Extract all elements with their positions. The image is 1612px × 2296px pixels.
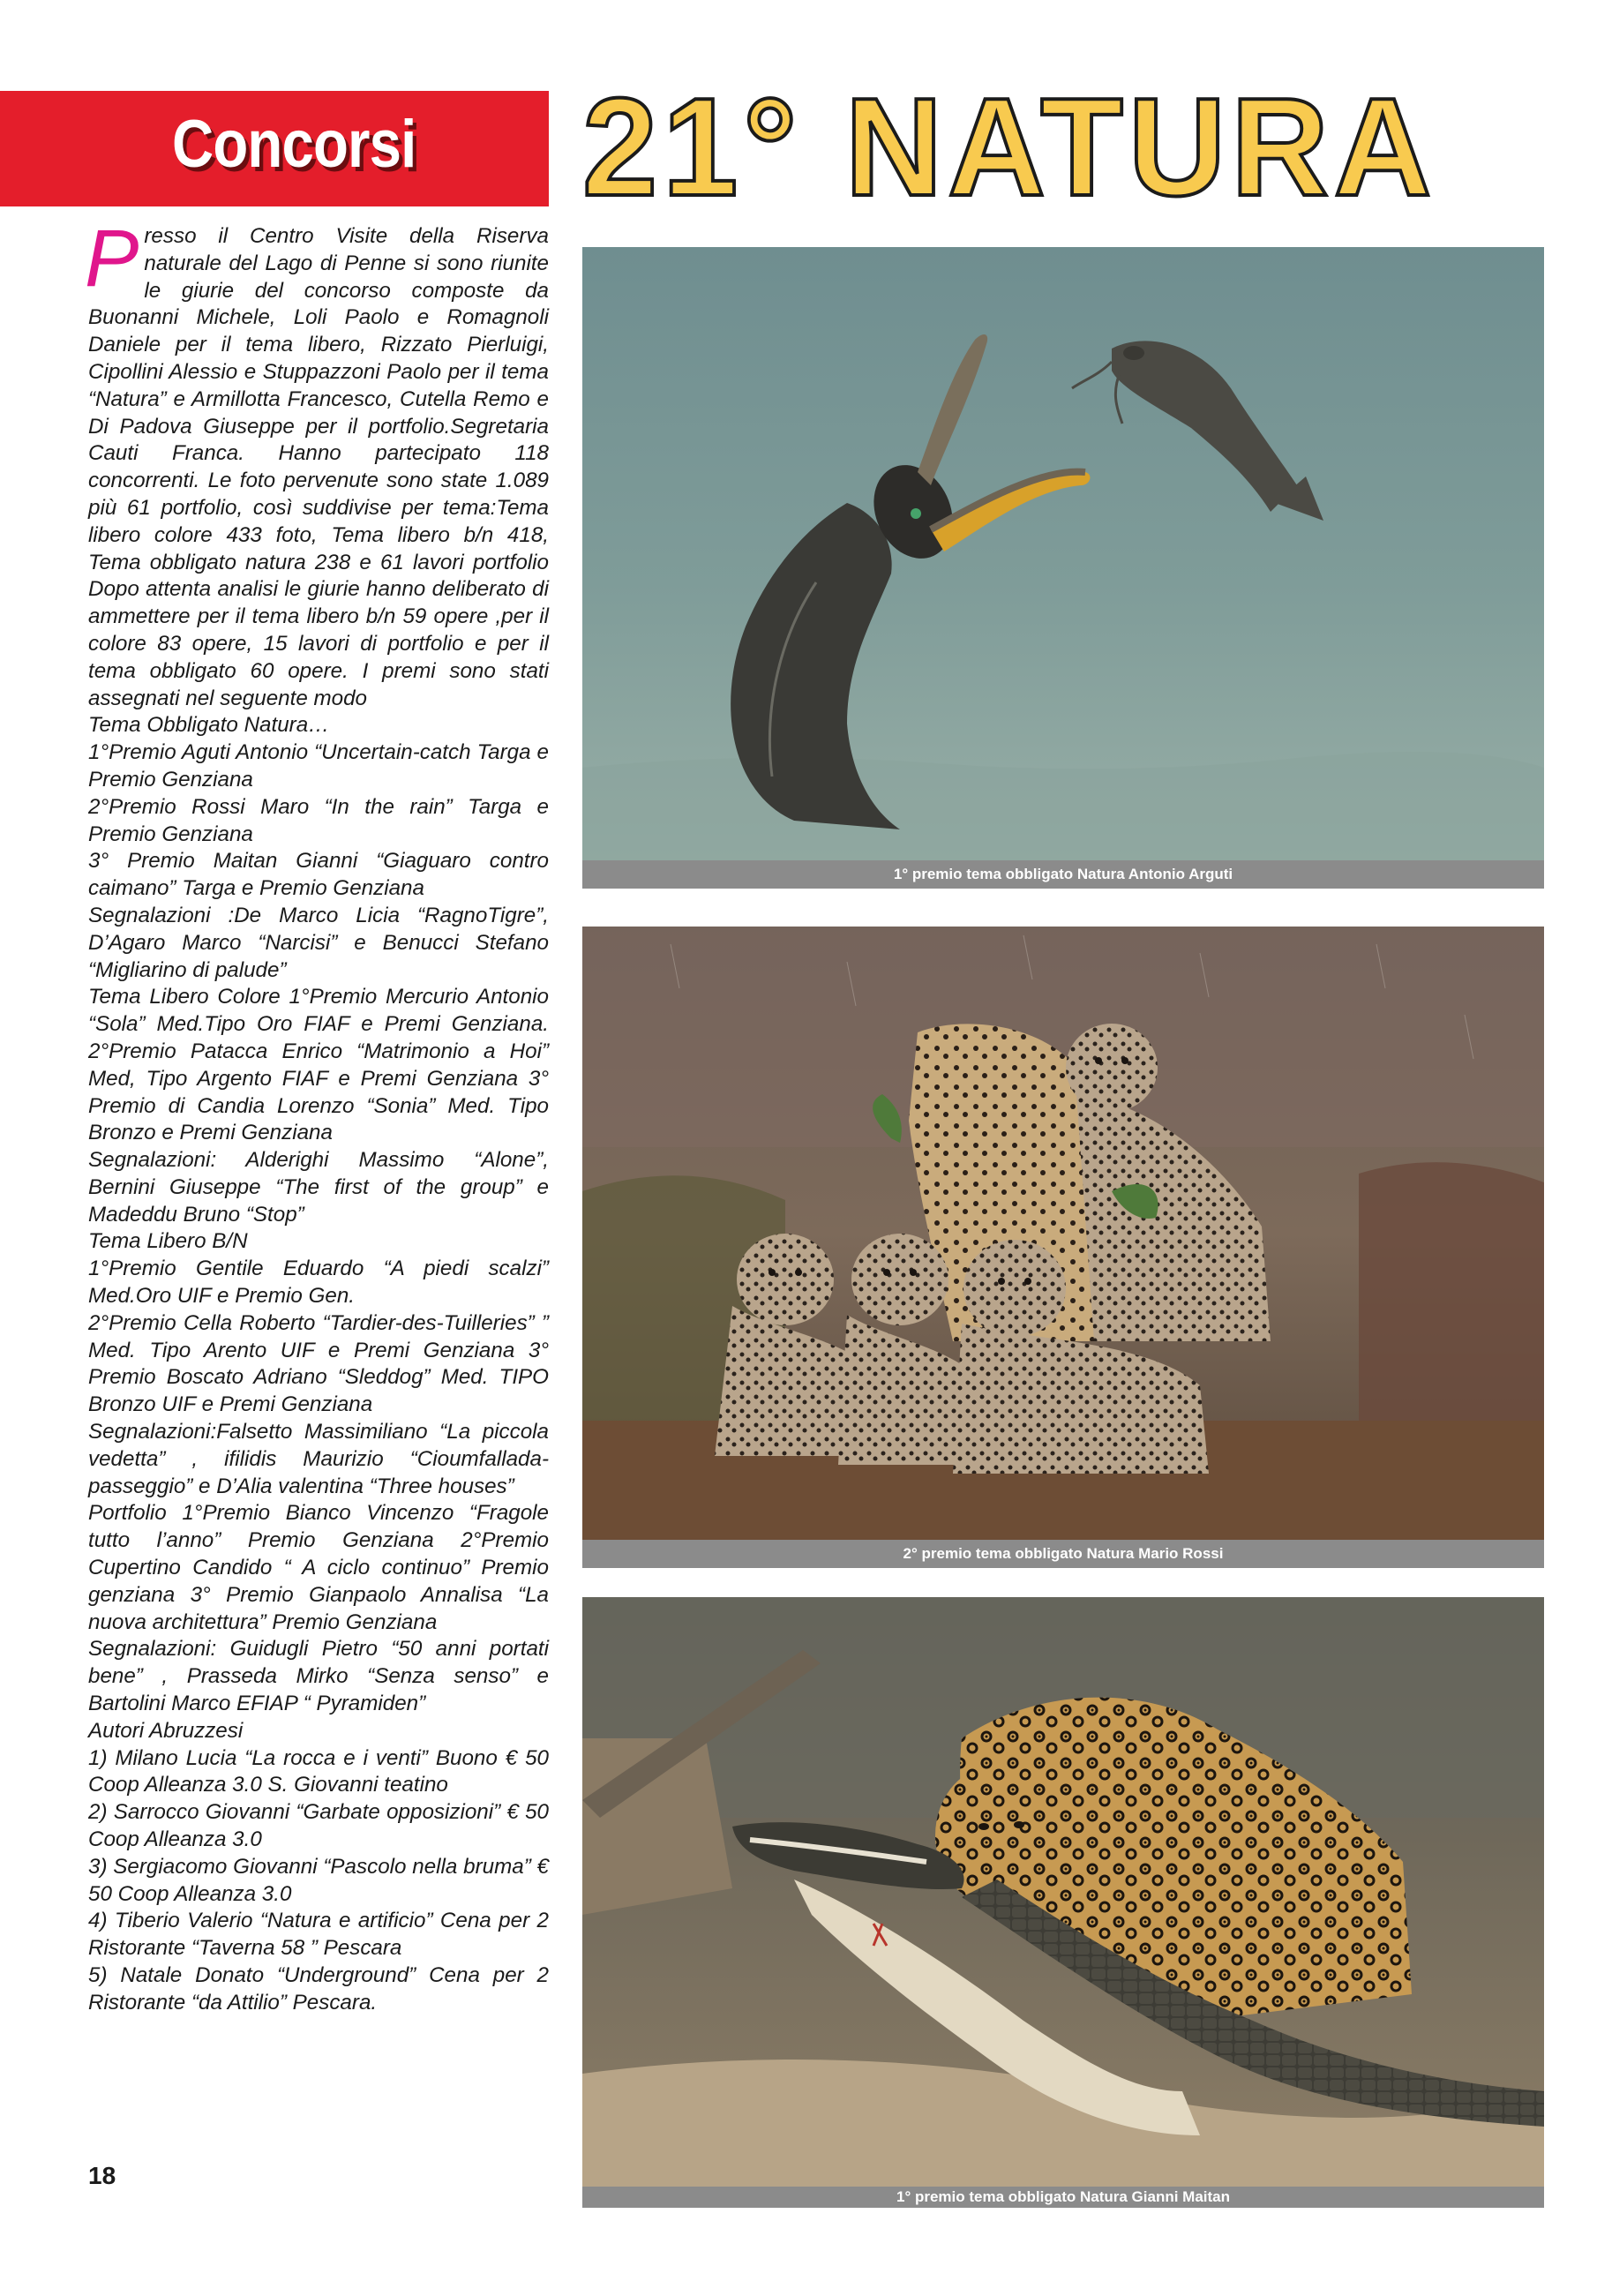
article-paragraph: Portfolio 1°Premio Bianco Vincenzo “Fragole tutto l’anno” Premio Genziana 2°Premio Cupertino Candido “ A ciclo continuo” Premio genziana 3° Premio Gianpaolo Annalisa “La nuova architettura” Premio Genziana <box>88 1501 549 1634</box>
article-paragraph: 2°Premio Rossi Maro “In the rain” Targa e Premio Genziana <box>88 794 549 846</box>
photo-cormorant <box>582 247 1544 860</box>
article-paragraph: 1°Premio Gentile Eduardo “A piedi scalzi” Med.Oro UIF e Premio Gen. <box>88 1257 549 1309</box>
section-label: Concorsi <box>172 107 416 182</box>
article-paragraph: resso il Centro Visite della Riserva naturale del Lago di Penne si sono riunite le giurie del concorso composte da Buonanni Michele, Loli Paolo e Romagnoli Daniele per il tema libero, Rizzato Pierluigi, Cipollini Alessio e Stuppazzoni Paolo per il tema “Natura” e Armillotta Francesco, Cutella Remo e Di Padova Giuseppe per il portfolio.Segretaria Cauti Franca. Hanno partecipato 118 concorrenti. Le foto pervenute sono state 1.089 più 61 portfolio, così suddivise per tema:Tema libero colore 433 foto, Tema libero b/n 418, Tema obbligato natura 238 e 61 lavori portfolio Dopo attenta analisi le giurie hanno deliberato di ammettere per il tema libero b/n 59 opere ,per il colore 83 opere, 15 lavori di portfolio e per il tema obbligato 60 opere. I premi sono stati assegnati nel seguente modo <box>88 224 549 710</box>
article-paragraph: 2°Premio Cella Roberto “Tardier-des-Tuilleries” ” Med. Tipo Arento UIF e Premi Genziana 3° Premio Boscato Adriano “Sleddog” Med. TIPO Bronzo UIF e Premi Genziana <box>88 1310 549 1417</box>
article-paragraph: Autori Abruzzesi <box>88 1718 244 1743</box>
article-body <box>85 214 549 2017</box>
photo-caption: 2° premio tema obbligato Natura Mario Rossi <box>582 1540 1544 1568</box>
article-paragraph: Segnalazioni: Alderighi Massimo “Alone”, Bernini Giuseppe “The first of the group” e Madeddu Bruno “Stop” <box>88 1148 549 1227</box>
article-paragraph: 3° Premio Maitan Gianni “Giaguaro contro caimano” Targa e Premio Genziana <box>88 849 549 901</box>
article-paragraph: Tema Libero Colore 1°Premio Mercurio Antonio “Sola” Med.Tipo Oro FIAF e Premi Genziana. 2°Premio Patacca Enrico “Matrimonio a Hoi” Med, Tipo Argento FIAF e Premi Genziana 3° Premio di Candia Lorenzo “Sonia” Med. Tipo Bronzo e Premi Genziana <box>88 985 549 1145</box>
article-paragraph: Segnalazioni:Falsetto Massimiliano “La piccola vedetta” , ifilidis Maurizio “Cioumfallada-passeggio” e D’Alia valentina “Three houses” <box>88 1420 549 1498</box>
article-paragraph: 5) Natale Donato “Underground” Cena per 2 Ristorante “da Attilio” Pescara. <box>88 1963 549 2015</box>
dropcap: P <box>85 214 139 304</box>
page-number: 18 <box>88 2162 116 2189</box>
article-paragraph: 3) Sergiacomo Giovanni “Pascolo nella bruma” € 50 Coop Alleanza 3.0 <box>88 1854 549 1906</box>
photo-caption: 1° premio tema obbligato Natura Gianni Maitan <box>582 2187 1544 2208</box>
article-paragraph: 2) Sarrocco Giovanni “Garbate opposizioni” € 50 Coop Alleanza 3.0 <box>88 1800 549 1852</box>
photo-jaguar <box>582 1597 1544 2187</box>
photo-caption: 1° premio tema obbligato Natura Antonio Arguti <box>582 860 1544 889</box>
article-paragraph: 4) Tiberio Valerio “Natura e artificio” Cena per 2 Ristorante “Taverna 58 ” Pescara <box>88 1909 549 1961</box>
article-paragraph: Segnalazioni :De Marco Licia “RagnoTigre”, D’Agaro Marco “Narcisi” e Benucci Stefano “Migliarino di palude” <box>88 903 549 982</box>
article-paragraph: Tema Libero B/N <box>88 1229 248 1254</box>
article-paragraph: 1) Milano Lucia “La rocca e i venti” Buono € 50 Coop Alleanza 3.0 S. Giovanni teatino <box>88 1745 549 1797</box>
article-paragraph: 1°Premio Aguti Antonio “Uncertain-catch Targa e Premio Genziana <box>88 740 549 792</box>
article-paragraph: Segnalazioni: Guidugli Pietro “50 anni portati bene” , Prasseda Mirko “Senza senso” e Bartolini Marco EFIAP “ Pyramiden” <box>88 1637 549 1716</box>
page-title: 21° NATURA <box>582 70 1437 225</box>
article-paragraph: Tema Obbligato Natura… <box>88 713 330 738</box>
photo-cheetahs <box>582 927 1544 1540</box>
